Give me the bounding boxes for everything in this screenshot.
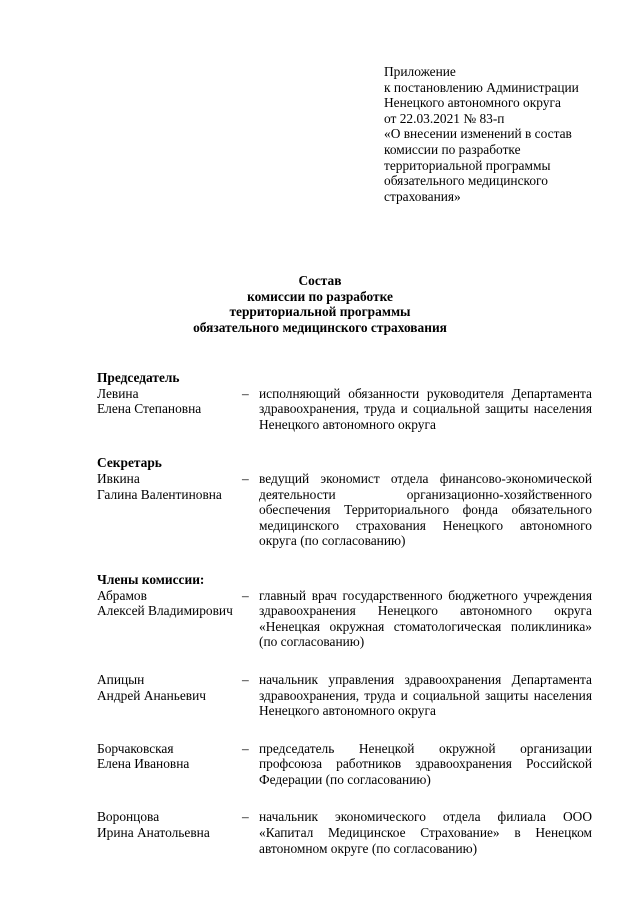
member-name bbox=[97, 741, 242, 788]
annex-line: «О внесении изменений в состав bbox=[384, 126, 572, 142]
member-position: главный врач государственного бюджетного учреждения здравоохранения Ненецкого автономного округа «Ненецкая окружная стоматологическая поликлиника» (по согласованию) bbox=[259, 587, 592, 650]
annex-line: от 22.03.2021 № 83-п bbox=[384, 110, 505, 126]
member-name bbox=[97, 386, 242, 433]
member-name bbox=[97, 471, 242, 549]
member-given-names: Галина Валентиновна bbox=[97, 486, 222, 502]
member-entry bbox=[97, 672, 592, 719]
document-title bbox=[0, 273, 640, 335]
member-surname: Левина bbox=[97, 385, 139, 401]
member-surname: Воронцова bbox=[97, 809, 160, 825]
annex-block bbox=[384, 64, 624, 204]
dash-separator: – bbox=[242, 809, 249, 825]
group-chairman bbox=[97, 370, 592, 432]
annex-line: территориальной программы bbox=[384, 157, 551, 173]
member-name bbox=[97, 588, 242, 650]
member-given-names: Елена Степановна bbox=[97, 401, 202, 417]
title-line: Состав bbox=[298, 273, 342, 288]
dash-separator: – bbox=[242, 385, 249, 401]
title-line: комиссии по разработке bbox=[247, 288, 393, 304]
annex-line: к постановлению Администрации bbox=[384, 79, 579, 95]
group-members bbox=[97, 572, 592, 856]
member-position: начальник управления здравоохранения Департамента здравоохранения, труда и социальной защиты населения Ненецкого автономного округа bbox=[259, 671, 592, 719]
member-position: начальник экономического отдела филиала ООО «Капитал Медицинское Страхование» в Ненецком автономном округе (по согласованию) bbox=[259, 809, 592, 856]
member-name bbox=[97, 672, 242, 719]
annex-line: комиссии по разработке bbox=[384, 141, 521, 157]
member-position: ведущий экономист отдела финансово-экономической деятельности организационно-хозяйственного обеспечения Территориального фонда обязательного медицинского страхования Ненецкого автономного округа (по согласованию) bbox=[259, 470, 592, 549]
title-line: обязательного медицинского страхования bbox=[193, 319, 447, 335]
member-entry bbox=[97, 471, 592, 549]
member-entry bbox=[97, 741, 592, 788]
member-position: исполняющий обязанности руководителя Департамента здравоохранения, труда и социальной защиты населения Ненецкого автономного округа bbox=[259, 385, 592, 432]
member-given-names: Алексей Владимирович bbox=[97, 603, 233, 619]
member-position: председатель Ненецкой окружной организации профсоюза работников здравоохранения Российской Федерации (по согласованию) bbox=[259, 740, 592, 787]
member-entry bbox=[97, 809, 592, 856]
member-surname: Ивкина bbox=[97, 470, 140, 486]
annex-line: Приложение bbox=[384, 64, 456, 79]
title-line: территориальной программы bbox=[229, 304, 411, 320]
member-given-names: Елена Ивановна bbox=[97, 756, 190, 772]
member-surname: Абрамов bbox=[97, 587, 147, 603]
dash-separator: – bbox=[242, 740, 249, 756]
member-given-names: Андрей Ананьевич bbox=[97, 687, 207, 703]
annex-line: обязательного медицинского bbox=[384, 173, 548, 189]
member-given-names: Ирина Анатольевна bbox=[97, 825, 210, 841]
annex-line: страхования» bbox=[384, 188, 461, 204]
member-entry bbox=[97, 386, 592, 433]
group-secretary bbox=[97, 455, 592, 549]
member-entry bbox=[97, 588, 592, 650]
dash-separator: – bbox=[242, 587, 249, 603]
dash-separator: – bbox=[242, 671, 249, 687]
member-surname: Борчаковская bbox=[97, 740, 174, 756]
group-heading: Секретарь bbox=[97, 455, 162, 471]
commission-members bbox=[97, 370, 592, 856]
annex-line: Ненецкого автономного округа bbox=[384, 95, 561, 111]
group-heading: Члены комиссии: bbox=[97, 571, 205, 587]
member-surname: Апицын bbox=[97, 671, 145, 687]
group-heading: Председатель bbox=[97, 370, 180, 385]
member-name bbox=[97, 809, 242, 856]
dash-separator: – bbox=[242, 470, 249, 486]
